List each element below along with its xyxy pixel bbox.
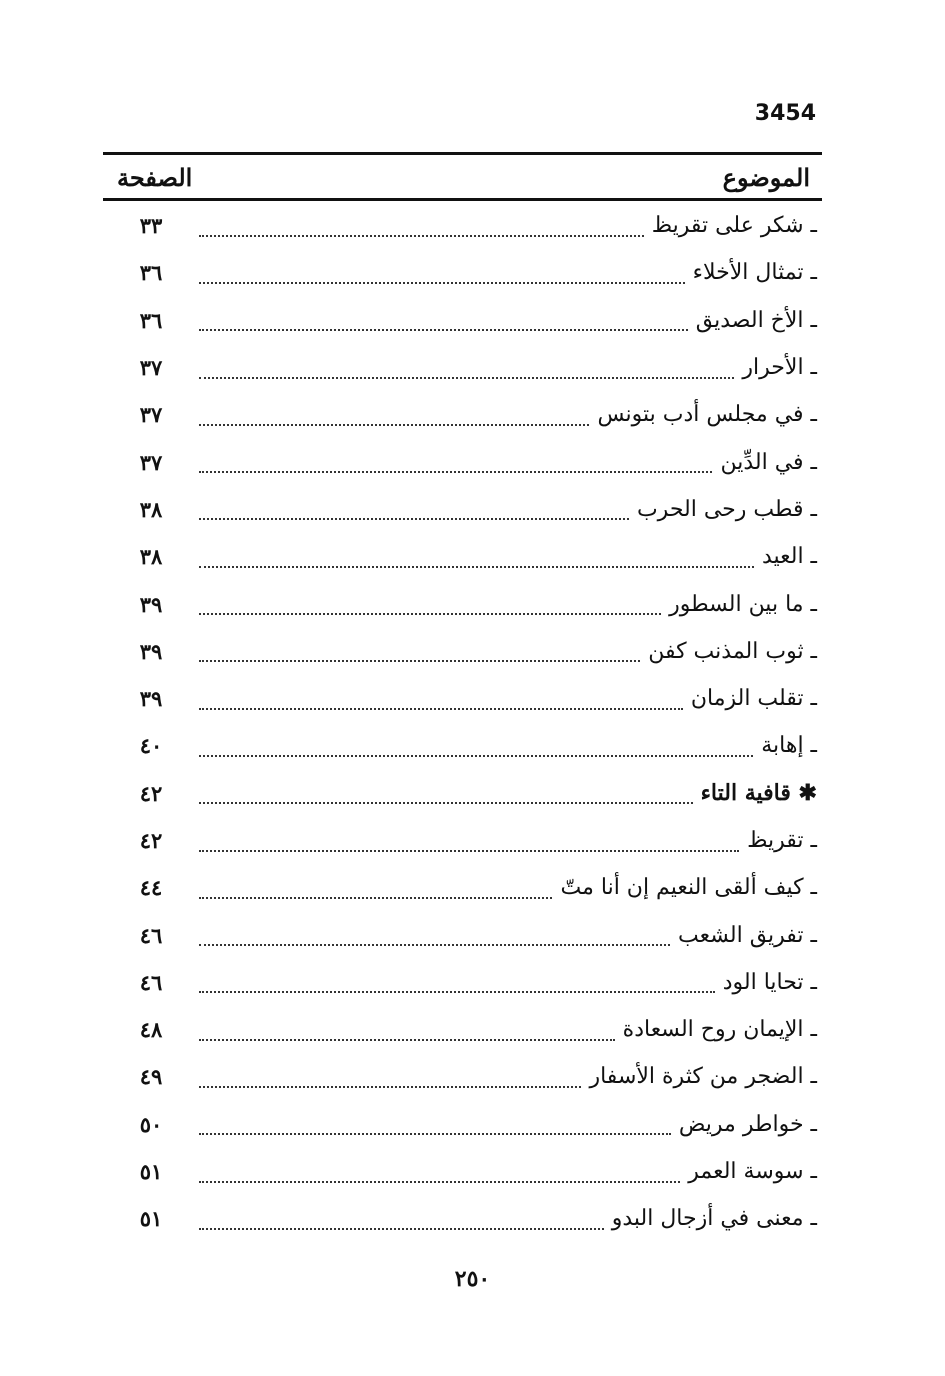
toc-entry-title: ـ تحايا الود (722, 969, 817, 995)
toc-entry-page: ٤٠ (139, 733, 163, 759)
toc-entry (103, 533, 822, 580)
toc-entry (103, 675, 822, 722)
toc-entry (103, 770, 822, 817)
leader-dots (199, 465, 712, 473)
toc-entry-page: ٣٧ (139, 355, 163, 381)
toc-entry-page: ٤٢ (139, 780, 163, 806)
toc-entry-page: ٤٢ (139, 828, 163, 853)
toc-entry-title: ـ خواطر مريض (678, 1111, 817, 1137)
toc-entry-title: ـ ما بين السطور (669, 591, 817, 617)
leader-dots (199, 1127, 671, 1135)
leader-dots (199, 512, 629, 520)
toc-entry-page: ٣٧ (139, 402, 163, 428)
toc-entry-title: ـ الإيمان روح السعادة (622, 1017, 817, 1043)
toc-entry-page: ٣٣ (139, 213, 163, 239)
toc-entry-title: ✱ قافية التاء (700, 780, 817, 807)
toc-entry (103, 486, 822, 533)
leader-dots (199, 323, 688, 331)
toc-entry-title: ـ في الدِّين (720, 449, 817, 475)
toc-entry (103, 959, 822, 1006)
header-top-rule (103, 152, 822, 155)
toc-entry-page: ٣٩ (139, 591, 163, 617)
leader-dots (199, 985, 715, 993)
leader-dots (199, 1033, 615, 1041)
toc-entry-title: ـ تمثال الأخلاء (692, 260, 817, 286)
leader-dots (199, 938, 670, 946)
toc-entry-page: ٣٦ (139, 260, 163, 286)
leader-dots (199, 749, 753, 757)
toc-list (103, 202, 822, 1243)
toc-entry (103, 1195, 822, 1242)
toc-entry-title: ـ ثوب المذنب كفن (648, 638, 817, 664)
leader-dots (199, 702, 683, 710)
toc-entry (103, 391, 822, 438)
leader-dots (199, 560, 754, 568)
leader-dots (199, 229, 644, 237)
toc-entry-page: ٣٨ (139, 496, 163, 522)
toc-entry-title: ـ قطب رحى الحرب (636, 496, 817, 522)
toc-entry-title: ـ كيف ألقى النعيم إن أنا متّ (560, 875, 817, 901)
toc-entry (103, 1006, 822, 1053)
toc-entry (103, 628, 822, 675)
toc-entry-page: ٤٩ (139, 1064, 163, 1090)
toc-entry-page: ٤٤ (139, 875, 163, 901)
leader-dots (199, 891, 552, 899)
toc-entry-page: ٣٦ (139, 307, 163, 333)
toc-entry-title: ـ الأحرار (742, 355, 817, 381)
leader-dots (199, 844, 739, 852)
toc-entry (103, 1053, 822, 1100)
toc-entry-page: ٥٠ (139, 1111, 163, 1137)
toc-entry-title: ـ إهابة (761, 733, 817, 759)
header-bottom-rule (103, 198, 822, 201)
leader-dots (199, 1175, 680, 1183)
leader-dots (199, 418, 589, 426)
leader-dots (199, 1080, 581, 1088)
toc-entry (103, 817, 822, 864)
header-topic-label: الموضوع (722, 162, 810, 192)
toc-entry-title: ـ تفريق الشعب (678, 922, 817, 948)
toc-entry (103, 1148, 822, 1195)
leader-dots (199, 796, 693, 804)
toc-entry-title: ـ الضجر من كثرة الأسفار (589, 1064, 817, 1090)
leader-dots (199, 654, 640, 662)
toc-entry-title: ـ العيد (761, 544, 817, 570)
toc-entry (103, 911, 822, 958)
toc-entry-page: ٥١ (139, 1206, 163, 1232)
toc-header (103, 157, 822, 197)
toc-entry (103, 722, 822, 769)
toc-entry-page: ٣٩ (139, 638, 163, 664)
toc-entry-page: ٣٨ (139, 544, 163, 570)
top-number: 3454 (754, 101, 816, 126)
toc-entry-title: ـ سوسة العمر (688, 1159, 817, 1185)
toc-entry-page: ٤٦ (139, 922, 163, 948)
toc-entry-page: ٤٨ (139, 1017, 163, 1043)
toc-entry-title: ـ شكر على تقريظ (651, 213, 817, 239)
toc-entry (103, 438, 822, 485)
toc-entry-title: ـ في مجلس أدب بتونس (597, 402, 817, 428)
toc-entry-page: ٥١ (139, 1159, 163, 1185)
leader-dots (199, 1222, 604, 1230)
toc-entry-page: ٤٦ (139, 969, 163, 995)
toc-entry-title: ـ تقلب الزمان (690, 686, 817, 712)
leader-dots (199, 371, 734, 379)
leader-dots (199, 607, 661, 615)
toc-entry-title: ـ معنى في أزجال البدو (611, 1206, 817, 1232)
toc-entry (103, 864, 822, 911)
page-folio: ٢٥٠ (454, 1266, 491, 1292)
toc-entry (103, 344, 822, 391)
toc-entry-title: ـ الأخ الصديق (695, 307, 817, 333)
toc-entry (103, 1101, 822, 1148)
toc-entry (103, 297, 822, 344)
toc-entry (103, 580, 822, 627)
toc-entry (103, 249, 822, 296)
toc-entry-title: ـ تقريظ (747, 828, 817, 853)
leader-dots (199, 276, 685, 284)
toc-entry-page: ٣٩ (139, 686, 163, 712)
toc-entry-page: ٣٧ (139, 449, 163, 475)
toc-entry (103, 202, 822, 249)
header-page-label: الصفحة (117, 162, 193, 192)
